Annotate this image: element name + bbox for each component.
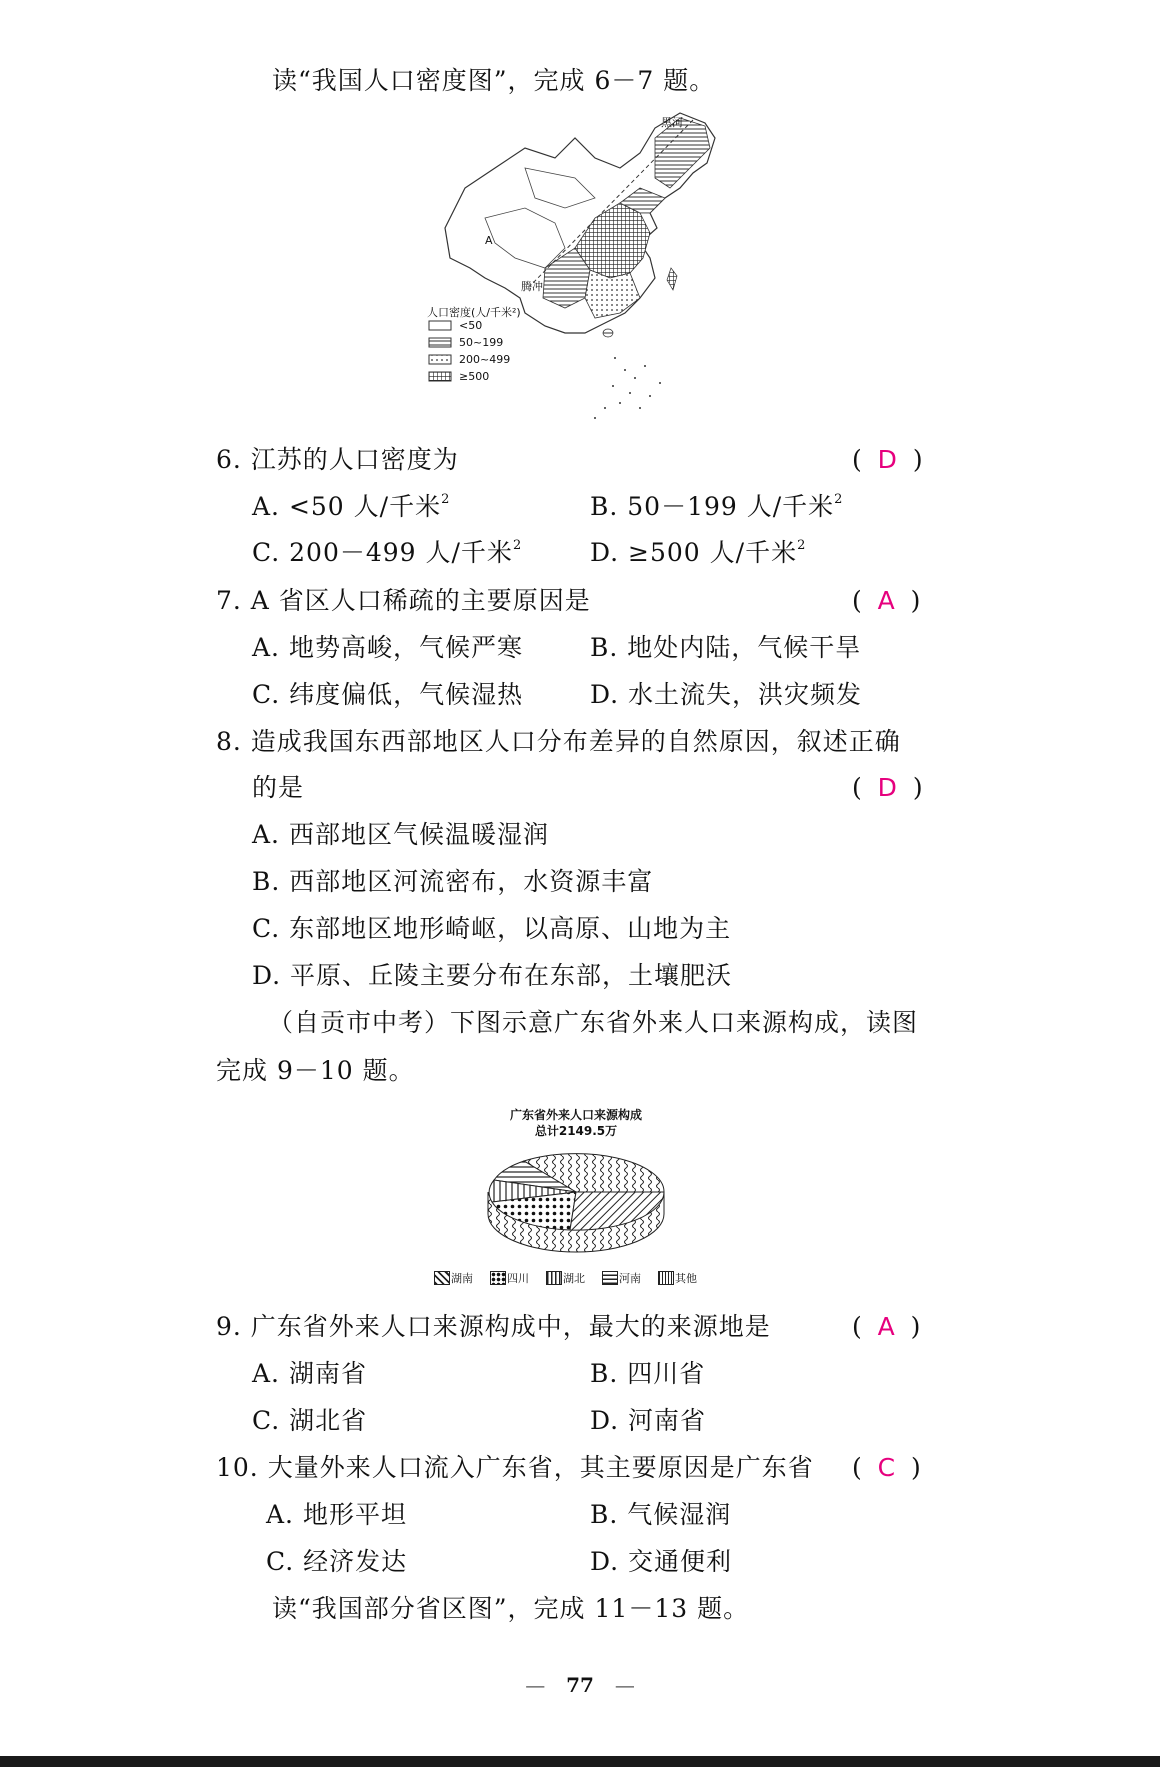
map-label-a: A — [485, 234, 493, 247]
question-stem-cont: 的是 — [252, 773, 305, 802]
answer-paren: ( D ) — [852, 773, 923, 802]
option: D. ≥500 人/千米$^2$ — [590, 538, 807, 567]
option: D. 水土流失，洪灾频发 — [590, 680, 863, 709]
pie-title: 广东省外来人口来源构成 — [509, 1108, 642, 1122]
pie-chart — [432, 1104, 720, 1294]
option: C. 200－499 人/千米$^2$ — [252, 538, 523, 567]
pie-graphic — [432, 1140, 720, 1260]
question-stem: 6. 江苏的人口密度为 — [216, 445, 459, 474]
answer: A — [877, 1312, 895, 1341]
option: D. 河南省 — [590, 1406, 707, 1435]
page-number: — 77 — — [525, 1673, 635, 1697]
population-density-map — [425, 108, 723, 430]
map-legend-title: 人口密度(人/千米²) — [427, 306, 521, 319]
intro-text: 读“我国部分省区图”，完成 11－13 题。 — [272, 1594, 750, 1623]
option: C. 湖北省 — [252, 1406, 368, 1435]
question-stem: 7. A 省区人口稀疏的主要原因是 — [216, 586, 591, 615]
option: B. 气候湿润 — [590, 1500, 732, 1529]
map-legend-item: 50~199 — [459, 336, 504, 349]
option: A. 地势高峻，气候严寒 — [252, 633, 523, 662]
pie-legend-item: 湖北 — [563, 1272, 585, 1285]
map-label-tengchong: 腾冲 — [521, 280, 543, 293]
question-stem: 10. 大量外来人口流入广东省，其主要原因是广东省 — [216, 1453, 814, 1482]
legend-swatch — [658, 1271, 674, 1285]
option: B. 西部地区河流密布，水资源丰富 — [252, 867, 654, 896]
map-legend-item: ≥500 — [459, 370, 490, 383]
intro-text: 读“我国人口密度图”，完成 6－7 题。 — [272, 66, 716, 95]
answer-paren: ( A ) — [852, 1312, 921, 1341]
legend-swatch — [490, 1271, 506, 1285]
option: B. 四川省 — [590, 1359, 706, 1388]
intro-text: （自贡市中考）下图示意广东省外来人口来源构成，读图 — [268, 1008, 919, 1037]
option: D. 交通便利 — [590, 1547, 733, 1576]
option: B. 50－199 人/千米$^2$ — [590, 492, 844, 521]
option: C. 纬度偏低，气候湿热 — [252, 680, 524, 709]
pie-subtitle: 总计2149.5万 — [534, 1124, 618, 1138]
option: A. 地形平坦 — [266, 1500, 407, 1529]
option: A. 湖南省 — [252, 1359, 367, 1388]
option: B. 地处内陆，气候干旱 — [590, 633, 862, 662]
question-stem: 8. 造成我国东西部地区人口分布差异的自然原因，叙述正确 — [216, 727, 901, 756]
answer: C — [877, 1453, 896, 1482]
answer: D — [877, 773, 897, 802]
question-stem: 9. 广东省外来人口来源构成中，最大的来源地是 — [216, 1312, 771, 1341]
legend-swatch — [602, 1271, 618, 1285]
answer-paren: ( D ) — [852, 445, 923, 474]
pie-legend-item: 河南 — [619, 1272, 641, 1285]
option: C. 东部地区地形崎岖，以高原、山地为主 — [252, 914, 732, 943]
intro-text: 完成 9－10 题。 — [216, 1056, 415, 1085]
answer-paren: ( C ) — [852, 1453, 921, 1482]
answer: D — [877, 445, 897, 474]
pie-legend — [434, 1268, 722, 1288]
option: A. <50 人/千米$^2$ — [252, 492, 451, 521]
option: D. 平原、丘陵主要分布在东部，土壤肥沃 — [252, 961, 733, 990]
legend-swatch — [546, 1271, 562, 1285]
pie-legend-item: 其他 — [675, 1272, 697, 1285]
pie-legend-item: 四川 — [507, 1272, 529, 1285]
bottom-bar — [0, 1756, 1160, 1767]
option: A. 西部地区气候温暖湿润 — [252, 820, 549, 849]
option: C. 经济发达 — [266, 1547, 408, 1576]
pie-legend-item: 湖南 — [451, 1272, 473, 1285]
map-legend-item: <50 — [459, 319, 483, 332]
answer-paren: ( A ) — [852, 586, 921, 615]
answer: A — [877, 586, 895, 615]
map-label-heihe: 黑河 — [661, 116, 683, 129]
legend-swatch — [434, 1271, 450, 1285]
map-legend-item: 200~499 — [459, 353, 511, 366]
